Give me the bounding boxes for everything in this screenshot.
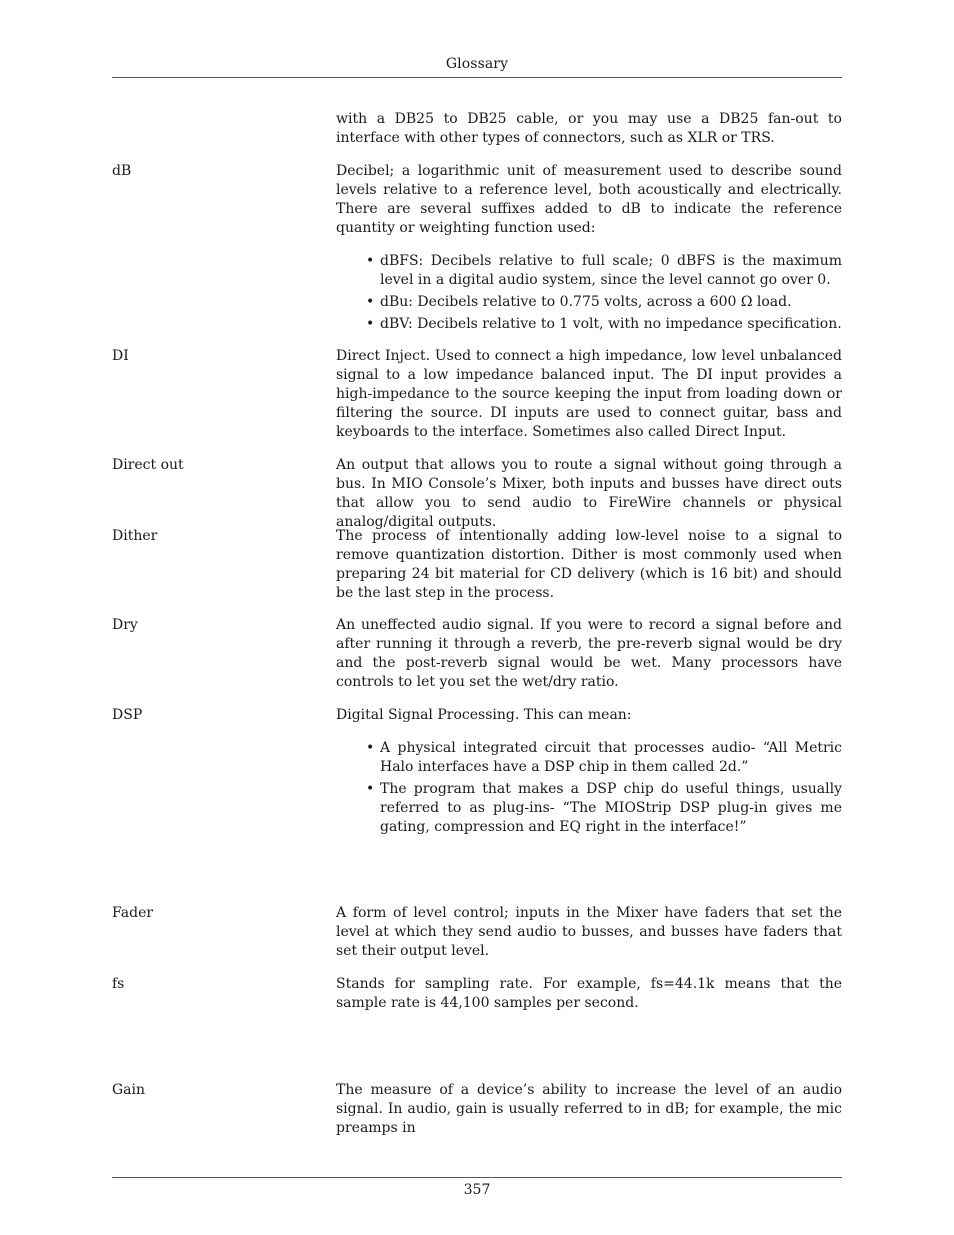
definition-text xyxy=(336,162,842,337)
definition-paragraph: Stands for sampling rate. For example, fs=44.1k means that the sample rate is 44,100 samples per second. xyxy=(336,976,842,1011)
definition-paragraph: The process of intentionally adding low-level noise to a signal to remove quantization distortion. Dither is most commonly used when preparing 24 bit material for CD delivery (which is 16 bit) and should be the last step in the process. xyxy=(336,528,842,601)
definition-text xyxy=(336,1081,842,1138)
definition-paragraph: The measure of a device’s ability to increase the level of an audio signal. In audio, gain is usually referred to in dB; for example, the mic preamps in xyxy=(336,1082,842,1136)
definition-paragraph: An uneffected audio signal. If you were to record a signal before and after running it through a reverb, the pre-reverb signal would be dry and the post-reverb signal would be wet. Many processors have controls to let you set the wet/dry ratio. xyxy=(336,617,842,690)
glossary-term: Direct out xyxy=(112,457,184,473)
definition-list xyxy=(336,252,842,334)
list-item-text: A physical integrated circuit that processes audio- “All Metric Halo interfaces have a DSP chip in them called 2d.” xyxy=(380,740,842,775)
list-item xyxy=(366,315,842,334)
glossary-term: Gain xyxy=(112,1082,146,1098)
list-item-text: dBu: Decibels relative to 0.775 volts, across a 600 Ω load. xyxy=(380,294,792,310)
definition-text xyxy=(336,110,842,148)
page-number: 357 xyxy=(463,1182,491,1198)
definition-paragraph: Direct Inject. Used to connect a high impedance, low level unbalanced signal to a low impedance balanced input. The DI input provides a high-impedance to the source keeping the input from loading down or filtering the source. DI inputs are used to connect guitar, bass and keyboards to the interface. Sometimes also called Direct Input. xyxy=(336,348,842,440)
definition-paragraph: A form of level control; inputs in the Mixer have faders that set the level at which they send audio to busses, and busses have faders that set their output level. xyxy=(336,905,842,959)
glossary-term: DSP xyxy=(112,707,143,723)
definition-text xyxy=(336,904,842,961)
definition-text xyxy=(336,527,842,603)
page-header: Glossary xyxy=(445,56,509,72)
list-item-text: dBFS: Decibels relative to full scale; 0 dBFS is the maximum level in a digital audio system, since the level cannot go over 0. xyxy=(380,253,842,288)
glossary-term: Fader xyxy=(112,905,154,921)
bullet-icon: • xyxy=(366,294,375,310)
bullet-icon: • xyxy=(366,781,375,797)
definition-text xyxy=(336,706,842,840)
header-rule xyxy=(112,77,842,78)
bullet-icon: • xyxy=(366,740,375,756)
footer-rule xyxy=(112,1177,842,1178)
definition-text xyxy=(336,616,842,692)
definition-list xyxy=(336,739,842,837)
definition-text xyxy=(336,347,842,442)
definition-text xyxy=(336,456,842,532)
glossary-term: Dry xyxy=(112,617,138,633)
definition-paragraph: Decibel; a logarithmic unit of measurement used to describe sound levels relative to a reference level, both acoustically and electrically. There are several suffixes added to dB to indicate the reference quantity or weighting function used: xyxy=(336,163,842,236)
definition-paragraph: An output that allows you to route a signal without going through a bus. In MIO Console’s Mixer, both inputs and busses have direct outs that allow you to send audio to FireWire channels or physical analog/digital outputs. xyxy=(336,457,842,530)
list-item xyxy=(366,780,842,837)
bullet-icon: • xyxy=(366,253,375,269)
bullet-icon: • xyxy=(366,316,375,332)
list-item-text: The program that makes a DSP chip do useful things, usually referred to as plug-ins- “The MIOStrip DSP plug-in gives me gating, compression and EQ right in the interface!” xyxy=(380,781,842,835)
list-item xyxy=(366,293,842,312)
glossary-term: fs xyxy=(112,976,125,992)
list-item xyxy=(366,739,842,777)
definition-text xyxy=(336,975,842,1013)
glossary-term: dB xyxy=(112,163,132,179)
definition-paragraph: Digital Signal Processing. This can mean: xyxy=(336,707,632,723)
list-item-text: dBV: Decibels relative to 1 volt, with no impedance specification. xyxy=(380,316,842,332)
glossary-term: Dither xyxy=(112,528,158,544)
glossary-term: DI xyxy=(112,348,129,364)
definition-paragraph: with a DB25 to DB25 cable, or you may use a DB25 fan-out to interface with other types of connectors, such as XLR or TRS. xyxy=(336,111,842,146)
list-item xyxy=(366,252,842,290)
